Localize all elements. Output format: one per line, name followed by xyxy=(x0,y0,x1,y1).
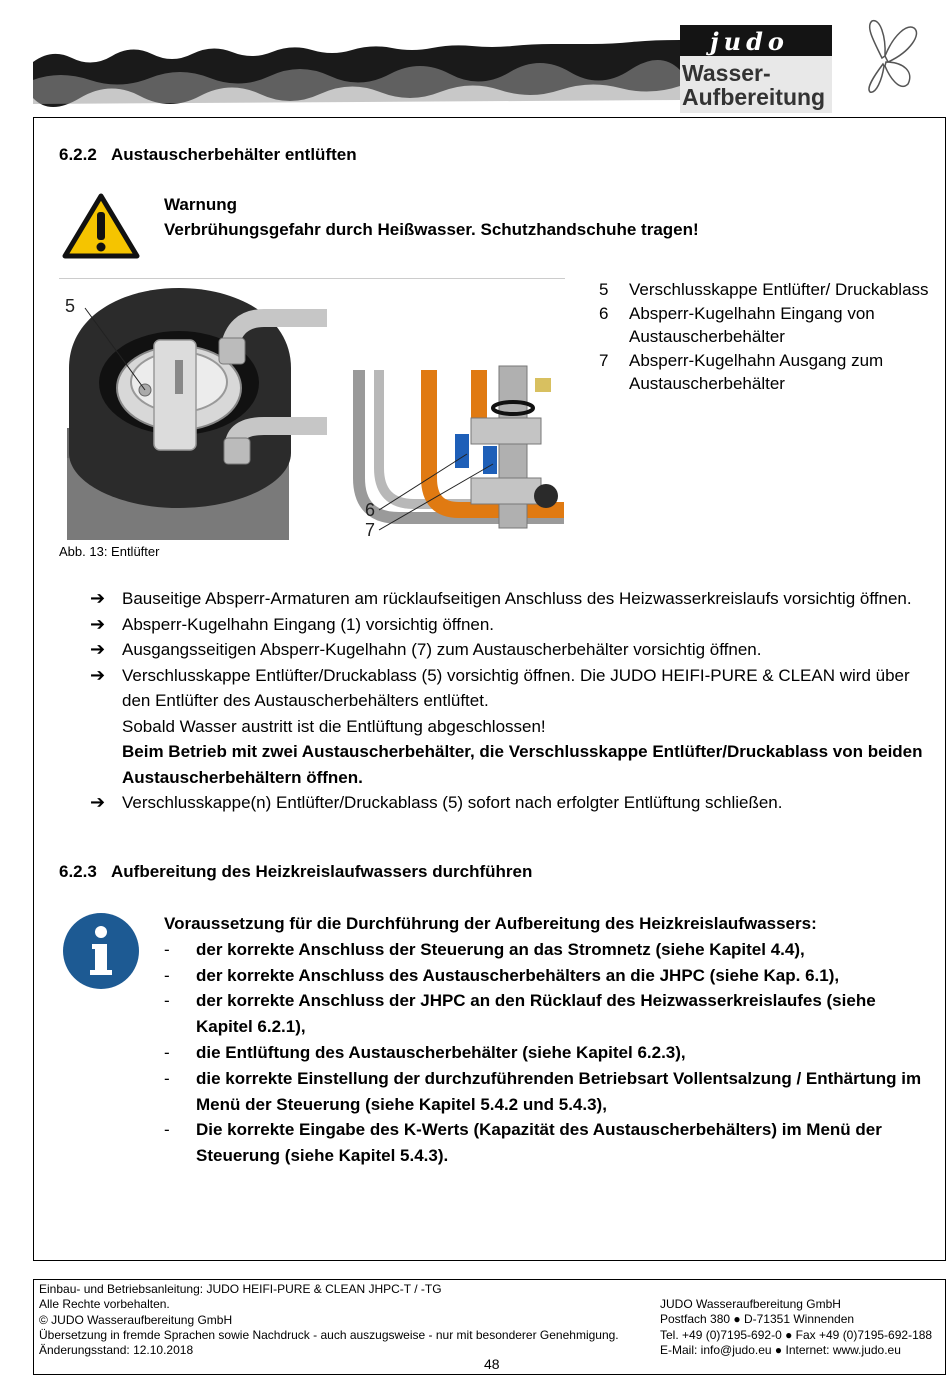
page-header xyxy=(0,0,950,118)
page-footer xyxy=(33,1279,946,1375)
list-item: - der korrekte Anschluss der Steuerung an das Stromnetz (siehe Kapitel 4.4), xyxy=(164,939,805,959)
list-item: - die Entlüftung des Austauscherbehälter (siehe Kapitel 6.2.3), xyxy=(164,1042,686,1062)
section-title: Aufbereitung des Heizkreislaufwassers durchführen xyxy=(111,862,533,881)
section-heading-622 xyxy=(59,145,357,165)
logo-line1: Wasser- xyxy=(682,60,771,86)
page-number: 48 xyxy=(484,1356,500,1372)
figure-caption: Abb. 13: Entlüfter xyxy=(59,544,160,559)
legend-item: 6 Absperr-Kugelhahn Eingang von Austauscherbehälter xyxy=(599,303,875,346)
figure-vent-illustration xyxy=(59,278,565,540)
step-note: Sobald Wasser austritt ist die Entlüftung abgeschlossen! xyxy=(122,716,546,736)
list-item: - der korrekte Anschluss der JHPC an den Rücklauf des Heizwasserkreislaufes (siehe Kapitel 6.2.1), xyxy=(164,991,876,1037)
butterfly-icon xyxy=(852,18,922,98)
arrow-right-icon: ➔ xyxy=(90,664,106,685)
footer-left: Einbau- und Betriebsanleitung: JUDO HEIFI-PURE & CLEAN JHPC-T / -TG Alle Rechte vorbehalten. © JUDO Wasseraufbereitung GmbH Übersetzung in fremde Sprachen sowie Nachdruck - auch auszugsweise - nur mit besonderer Genehmigung. Änderungsstand: 12.10.2018 xyxy=(39,1282,619,1358)
figure-legend xyxy=(599,278,929,396)
step-item: ➔ Ausgangsseitigen Absperr-Kugelhahn (7) zum Austauscherbehälter vorsichtig öffnen. xyxy=(90,637,930,663)
callout-7: 7 xyxy=(365,520,376,540)
section-number: 6.2.2 xyxy=(59,145,97,164)
arrow-right-icon: ➔ xyxy=(90,792,106,812)
section-title: Austauscherbehälter entlüften xyxy=(111,145,357,164)
legend-item: 5 Verschlusskappe Entlüfter/ Druckablass xyxy=(599,280,929,299)
step-bold-note: Beim Betrieb mit zwei Austauscherbehälter, die Verschlusskappe Entlüfter/Druckablass von beiden Austauscherbehältern öffnen. xyxy=(122,742,923,787)
logo-brand: judo xyxy=(710,27,789,56)
info-block xyxy=(164,911,924,1169)
logo xyxy=(680,25,832,113)
info-icon xyxy=(62,912,140,990)
step-item: ➔ Bauseitige Absperr-Armaturen am rücklaufseitigen Anschluss des Heizwasserkreislaufs vorsichtig öffnen. xyxy=(90,586,930,612)
section-heading-623 xyxy=(59,862,532,882)
list-item: - die korrekte Einstellung der durchzuführenden Betriebsart Vollentsalzung / Enthärtung im Menü der Steuerung (siehe Kapitel 5.4.2 und 5.4.3), xyxy=(164,1068,922,1114)
arrow-right-icon: ➔ xyxy=(90,588,106,608)
logo-line2: Aufbereitung xyxy=(682,84,826,110)
legend-item: 7 Absperr-Kugelhahn Ausgang zum Austauscherbehälter xyxy=(599,350,884,393)
info-intro: Voraussetzung für die Durchführung der Aufbereitung des Heizkreislaufwassers: xyxy=(164,914,817,933)
warning-title: Warnung xyxy=(164,195,238,214)
arrow-right-icon: ➔ xyxy=(90,613,106,634)
step-item: ➔ Absperr-Kugelhahn Eingang (1) vorsichtig öffnen. xyxy=(90,612,930,638)
arrow-right-icon: ➔ xyxy=(90,639,106,659)
callout-6: 6 xyxy=(365,500,376,520)
warning-triangle-icon xyxy=(61,192,141,260)
step-item: ➔ Verschlusskappe(n) Entlüfter/Druckablass (5) sofort nach erfolgter Entlüftung schließen. xyxy=(90,790,930,816)
callout-5: 5 xyxy=(65,296,76,316)
footer-right: JUDO Wasseraufbereitung GmbH Postfach 380 ● D-71351 Winnenden Tel. +49 (0)7195-692-0 ● Fax +49 (0)7195-692-188 E-Mail: info@judo.eu ● Internet: www.judo.eu xyxy=(660,1297,933,1357)
step-item: ➔ Verschlusskappe Entlüfter/Druckablass (5) vorsichtig öffnen. Die JUDO HEIFI-PURE & CLEAN wird über den Entlüfter des Austauscherbehälters entlüftet. Sobald Wasser austritt ist die Entlüftung abgeschlossen! Beim Betrieb mit zwei Austauscherbehälter, die Verschlusskappe Entlüfter/Druckablass von beiden Austauscherbehältern öffnen. xyxy=(90,663,930,791)
list-item: - der korrekte Anschluss des Austauscherbehälters an die JHPC (siehe Kap. 6.1), xyxy=(164,965,840,985)
list-item: - Die korrekte Eingabe des K-Werts (Kapazität des Austauscherbehälters) im Menü der Steuerung (siehe Kapitel 5.4.3). xyxy=(164,1120,882,1166)
instruction-steps xyxy=(90,586,930,816)
warning-text: Verbrühungsgefahr durch Heißwasser. Schutzhandschuhe tragen! xyxy=(164,220,699,239)
section-number: 6.2.3 xyxy=(59,862,97,881)
